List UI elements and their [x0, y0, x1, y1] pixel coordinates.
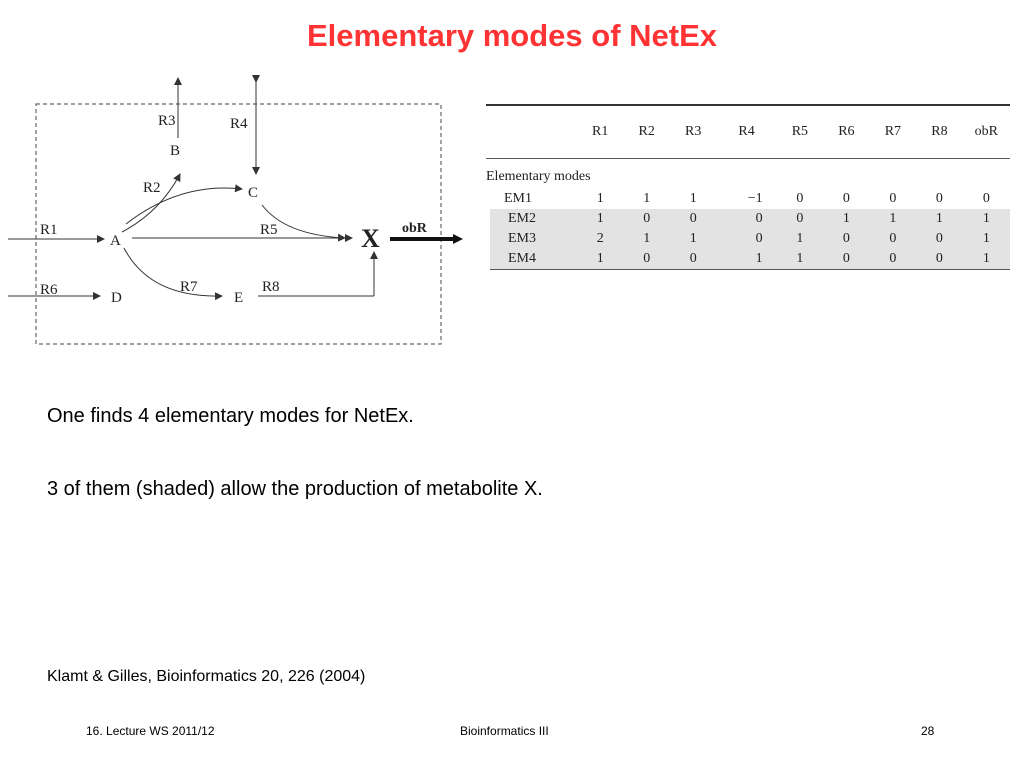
cell: 1: [623, 229, 670, 249]
row-label: EM1: [504, 191, 532, 206]
table-row-em3: [486, 229, 1010, 249]
cell: 1: [577, 209, 624, 229]
cell: 0: [777, 209, 824, 229]
label-r7: R7: [180, 279, 198, 295]
row-label: EM3: [486, 229, 577, 249]
label-r6: R6: [40, 282, 58, 298]
cell: 0: [916, 229, 963, 249]
cell: 0: [796, 191, 804, 206]
label-obr: obR: [402, 221, 427, 236]
footer-lecture: 16. Lecture WS 2011/12: [86, 724, 215, 738]
metabolite-b: B: [170, 143, 181, 159]
cell: 0: [870, 249, 917, 270]
body-text-line-2: 3 of them (shaded) allow the production of metabolite X.: [47, 478, 543, 500]
metabolite-e: E: [234, 290, 244, 306]
header-r7: R7: [870, 105, 917, 159]
group-label: Elementary modes: [486, 169, 591, 184]
label-r8: R8: [262, 279, 280, 295]
row-label: EM4: [486, 249, 577, 270]
cell: 0: [889, 191, 897, 206]
cell: 1: [963, 229, 1010, 249]
metabolite-c: C: [248, 185, 259, 201]
label-r2: R2: [143, 180, 161, 196]
header-r3: R3: [670, 105, 717, 159]
cell: 0: [870, 229, 917, 249]
label-r3: R3: [158, 113, 176, 129]
table-header-row: [486, 105, 1010, 159]
cell: −1: [747, 191, 763, 206]
cell: 0: [623, 249, 670, 270]
cell: 1: [689, 191, 697, 206]
cell: 0: [670, 249, 717, 270]
cell: 0: [823, 229, 870, 249]
cell: 0: [716, 229, 776, 249]
slide-title: Elementary modes of NetEx: [306, 18, 718, 53]
system-boundary: [36, 104, 441, 344]
cell: 0: [916, 249, 963, 270]
table-row-em4: [486, 249, 1010, 270]
elementary-modes-table-wrap: [482, 104, 1010, 270]
cell: 0: [623, 209, 670, 229]
cell: 0: [716, 209, 776, 229]
header-blank: [486, 105, 577, 159]
arrow-r7: [124, 248, 222, 296]
header-r8: R8: [916, 105, 963, 159]
label-r1: R1: [40, 222, 58, 238]
header-r4: R4: [716, 105, 776, 159]
metabolite-x: X: [361, 224, 380, 253]
label-r4: R4: [230, 116, 248, 132]
row-label: EM2: [486, 209, 577, 229]
cell: 0: [823, 249, 870, 270]
cell: 1: [777, 229, 824, 249]
cell: 1: [643, 191, 651, 206]
label-r5: R5: [260, 222, 278, 238]
header-r6: R6: [823, 105, 870, 159]
metabolite-d: D: [111, 290, 122, 306]
cell: 1: [716, 249, 776, 270]
header-r2: R2: [623, 105, 670, 159]
metabolite-a: A: [110, 233, 121, 249]
elementary-modes-table: [482, 104, 1010, 270]
citation: Klamt & Gilles, Bioinformatics 20, 226 (2004): [47, 668, 366, 685]
cell: 1: [916, 209, 963, 229]
cell: 2: [577, 229, 624, 249]
cell: 1: [870, 209, 917, 229]
cell: 1: [596, 191, 604, 206]
header-r5: R5: [777, 105, 824, 159]
table-row-em1: [486, 189, 1010, 209]
cell: 0: [935, 191, 943, 206]
footer-course: Bioinformatics III: [460, 724, 549, 738]
cell: 1: [670, 229, 717, 249]
cell: 1: [577, 249, 624, 270]
cell: 0: [842, 191, 850, 206]
header-r1: R1: [577, 105, 624, 159]
cell: 1: [777, 249, 824, 270]
group-row: [486, 159, 1010, 190]
cell: 1: [823, 209, 870, 229]
network-diagram: [0, 72, 470, 357]
cell: 0: [670, 209, 717, 229]
footer-page-number: 28: [921, 724, 935, 738]
body-text-line-1: One finds 4 elementary modes for NetEx.: [47, 405, 414, 427]
cell: 1: [963, 249, 1010, 270]
table-row-em2: [486, 209, 1010, 229]
cell: 0: [982, 191, 990, 206]
header-obr: obR: [963, 105, 1010, 159]
cell: 1: [963, 209, 1010, 229]
